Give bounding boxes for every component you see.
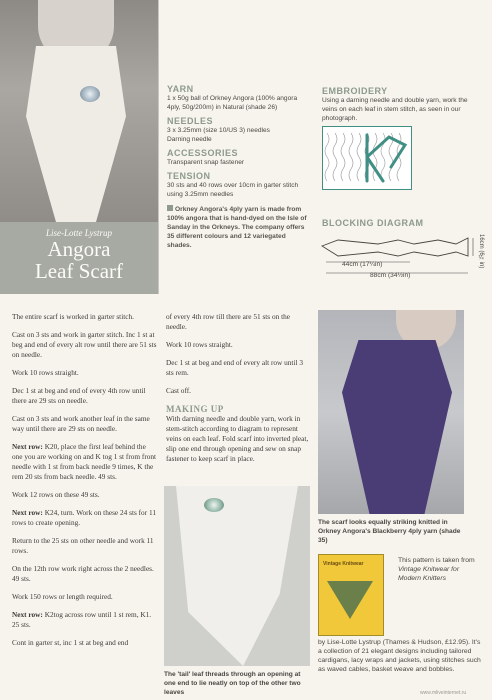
book-cover: [318, 554, 384, 636]
next-row-1-text: K20, place the first leaf behind the one you are working on and K tog 1 st from front needle with 1 st from back needle 9 times, K the rem 20 sts from back needle. 49 sts.: [12, 442, 157, 481]
next-row-3-label: Next row:: [12, 610, 43, 619]
next-row-1: [12, 442, 158, 482]
embroidery-text: Using a darning needle and double yarn, work the veins on each leaf in stem stitch, as seen in our photograph.: [322, 97, 468, 122]
instr-1: The entire scarf is worked in garter stitch.: [12, 312, 134, 321]
book-cover-title: Vintage Knitwear: [323, 561, 364, 567]
instr-2: Cast on 3 sts and work in garter stitch. Inc 1 st at beg and end of every alt row until there are 51 sts on needle.: [12, 330, 157, 359]
scarf-detail-photo: [164, 486, 310, 666]
yarn-text: 1 x 50g ball of Orkney Angora (100% angora 4ply, 50g/200m) in Natural (shade 26): [167, 95, 298, 111]
next-row-3-text: K2tog across row until 1 st rem, K1. 25 sts.: [12, 610, 152, 629]
book-lead: This pattern is taken from: [398, 557, 475, 564]
accessories-heading: ACCESSORIES: [167, 148, 239, 158]
purple-scarf: [342, 340, 452, 514]
book-cover-art: [327, 581, 373, 619]
needles-heading: NEEDLES: [167, 116, 214, 126]
yarn-heading: YARN: [167, 84, 194, 94]
making-up-heading: MAKING UP: [166, 404, 224, 414]
instr-3: Work 10 rows straight.: [12, 368, 79, 377]
caption-bottom: The 'tail' leaf threads through an opening at one end to lie neatly on top of the other two leaves: [164, 671, 301, 696]
mid-1: of every 4th row till there are 51 sts on the needle.: [166, 312, 291, 331]
book-blurb-rest: by Lise-Lotte Lystrup (Thames & Hudson, £12.95). It's a collection of 21 elegant designs including tailored cardigans, lacy wraps and jackets, using stitches such as waved cables, basket weave and bobbles.: [318, 639, 481, 673]
instr-4: Dec 1 st at beg and end of every 4th row until there are 29 sts on needle.: [12, 386, 146, 405]
book-blurb: [398, 556, 478, 583]
tension-heading: TENSION: [167, 171, 211, 181]
blocking-heading: BLOCKING DIAGRAM: [322, 218, 424, 228]
needles-text-2: Darning needle: [167, 136, 212, 143]
dim-44: 44cm (17¼in): [342, 261, 383, 268]
needles-text-1: 3 x 3.25mm (size 10/US 3) needles: [167, 127, 270, 134]
accessories-text: Transparent snap fastener: [167, 159, 245, 166]
dim-16: 16cm (6¼in): [478, 234, 484, 269]
brooch-image: [80, 86, 100, 102]
book-title: Vintage Knitwear for Modern Knitters: [398, 566, 460, 582]
blocking-section: [322, 218, 472, 228]
stem-stitch-chart: [322, 126, 412, 190]
caption-right: The scarf looks equally striking knitted in Orkney Angora's Blackberry 4ply yarn (shade 35): [318, 519, 461, 544]
specs-column: [167, 84, 312, 250]
instr-7: On the 12th row work right across the 2 needles. 49 sts.: [12, 564, 154, 583]
title-panel: [0, 222, 158, 294]
brooch-image-2: [204, 498, 224, 512]
making-up-text: With darning needle and double yarn, work in stem-stitch according to diagram to represent veins on each leaf. Fold scarf into inverted pleat, slip one end through opening and sew on snap fastener to keep scarf in place.: [166, 414, 309, 463]
divider: [158, 0, 159, 294]
scarf-photo-top: [0, 0, 158, 222]
square-bullet-icon: [167, 205, 173, 211]
embroidery-section: [322, 86, 470, 123]
title-line-1: Angora: [47, 237, 111, 261]
yarn-note: [167, 205, 312, 250]
cont-text: Cont in garter st, inc 1 st at beg and end: [12, 638, 129, 647]
designer-name: Lise-Lotte Lystrup: [46, 228, 112, 238]
next-row-1-label: Next row:: [12, 442, 43, 451]
instructions-left: [12, 312, 158, 656]
yarn-note-text: Orkney Angora's 4ply yarn is made from 100% angora that is hand-dyed on the Isle of Sanday in the Orkneys. The company offers 35 different colours and 12 variegated shades.: [167, 206, 307, 249]
dim-88: 88cm (34½in): [370, 272, 411, 279]
instr-work-12: Work 12 rows on these 49 sts.: [12, 490, 100, 499]
instr-8: Work 150 rows or length required.: [12, 592, 113, 601]
mid-2: Work 10 rows straight.: [166, 340, 233, 349]
next-row-3: [12, 610, 158, 630]
mid-3: Dec 1 st at beg and end of every alt row until 3 sts rem.: [166, 358, 303, 377]
purple-scarf-photo: [318, 310, 464, 514]
instr-6: Return to the 25 sts on other needle and work 11 rows.: [12, 536, 154, 555]
instr-5: Cast on 3 sts and work another leaf in the same way until there are 29 sts on needle.: [12, 414, 150, 433]
next-row-2: [12, 508, 158, 528]
next-row-2-text: K24, turn. Work on these 24 sts for 11 rows to create opening.: [12, 508, 156, 527]
mid-4: Cast off.: [166, 386, 191, 395]
embroidery-heading: EMBROIDERY: [322, 86, 388, 96]
tension-text: 30 sts and 40 rows over 10cm in garter stitch using 3.25mm needles: [167, 182, 299, 198]
white-scarf-detail: [176, 486, 298, 666]
white-scarf: [26, 46, 126, 222]
watermark: www.mliveinternet.ru: [420, 690, 467, 696]
title-line-2: Leaf Scarf: [34, 259, 124, 283]
next-row-2-label: Next row:: [12, 508, 43, 517]
instructions-mid: [166, 312, 312, 472]
